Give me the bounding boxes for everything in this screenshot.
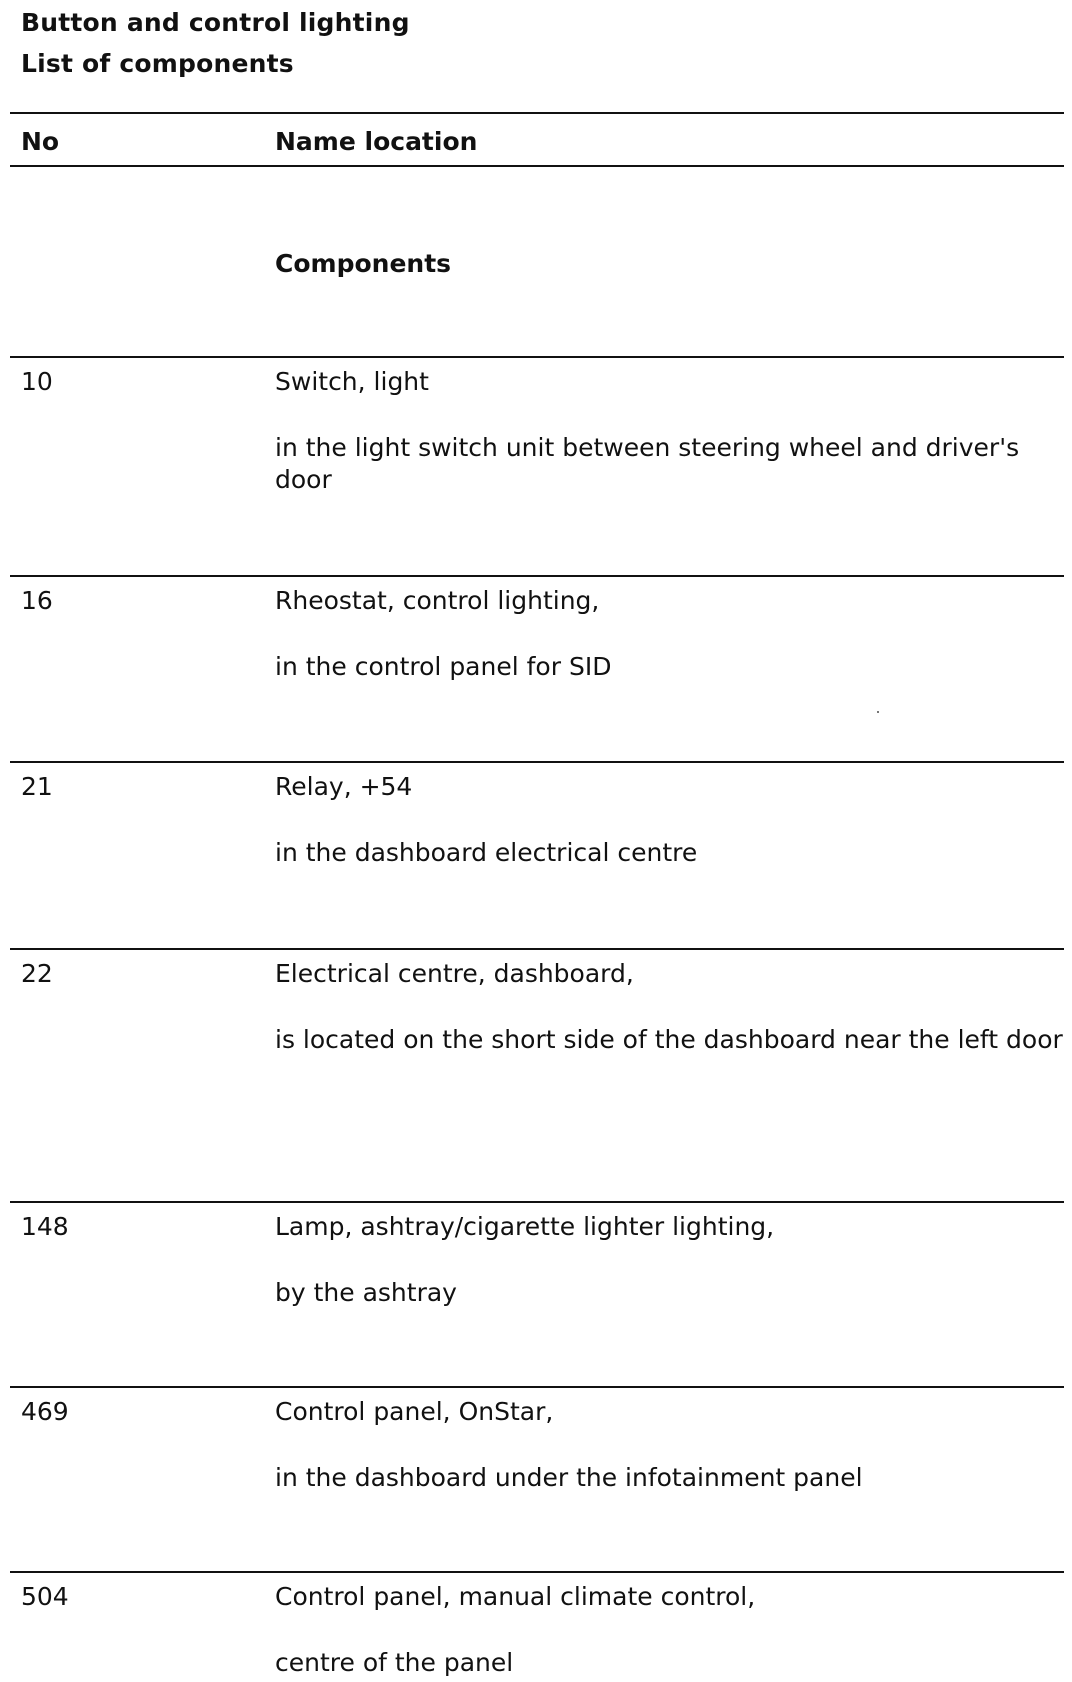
row-no: 148: [21, 1212, 69, 1241]
row-no: 504: [21, 1582, 69, 1611]
header-name-location: Name location: [275, 127, 478, 156]
scan-speck: [877, 711, 879, 713]
header-no: No: [21, 127, 60, 156]
row-location: is located on the short side of the dashboard near the left door: [275, 1025, 1063, 1054]
row-rule: [10, 1201, 1064, 1203]
row-name: Lamp, ashtray/cigarette lighter lighting,: [275, 1212, 775, 1241]
row-rule: [10, 761, 1064, 763]
row-location: by the ashtray: [275, 1278, 457, 1307]
row-name: Control panel, OnStar,: [275, 1397, 554, 1426]
row-rule: [10, 575, 1064, 577]
row-location: in the dashboard under the infotainment panel: [275, 1463, 863, 1492]
row-no: 469: [21, 1397, 69, 1426]
document-subtitle: List of components: [21, 49, 294, 78]
row-no: 22: [21, 959, 53, 988]
row-location: in the dashboard electrical centre: [275, 838, 698, 867]
row-no: 10: [21, 367, 53, 396]
row-rule: [10, 356, 1064, 358]
row-no: 16: [21, 586, 53, 615]
header-bottom-rule: [10, 165, 1064, 167]
section-label-components: Components: [275, 249, 452, 278]
row-name: Switch, light: [275, 367, 429, 396]
row-location: in the light switch unit between steering wheel and driver's door: [275, 433, 1020, 494]
row-location: centre of the panel: [275, 1648, 514, 1677]
row-name: Electrical centre, dashboard,: [275, 959, 634, 988]
document-title: Button and control lighting: [21, 8, 410, 37]
row-rule: [10, 1386, 1064, 1388]
row-location: in the control panel for SID: [275, 652, 612, 681]
row-name: Control panel, manual climate control,: [275, 1582, 756, 1611]
row-rule: [10, 948, 1064, 950]
row-no: 21: [21, 772, 53, 801]
table-top-rule: [10, 112, 1064, 114]
row-name: Relay, +54: [275, 772, 413, 801]
row-rule: [10, 1571, 1064, 1573]
row-name: Rheostat, control lighting,: [275, 586, 600, 615]
